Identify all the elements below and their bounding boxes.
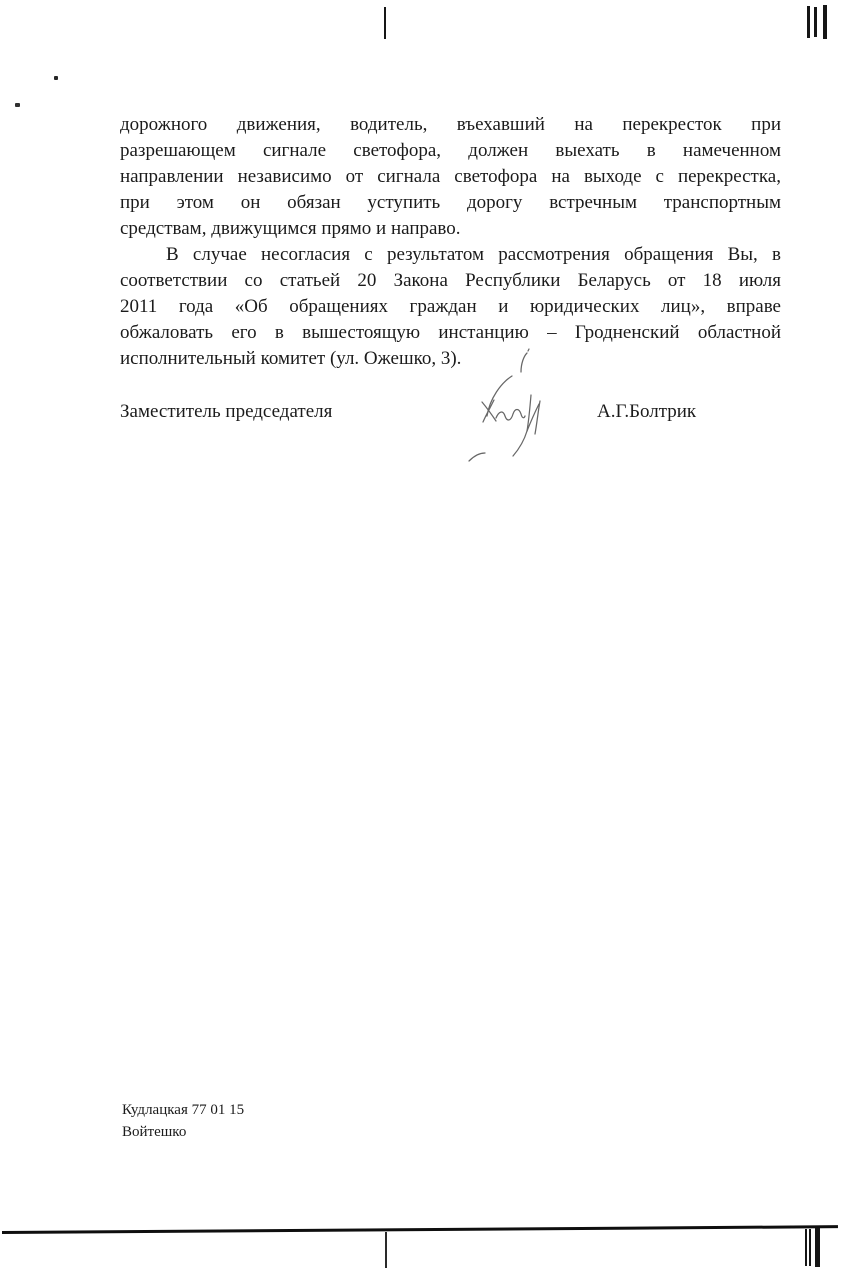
body-text-line: направлении независимо от сигнала светофора на выходе с перекрестка, bbox=[120, 166, 781, 187]
body-text-line: средствам, движущимся прямо и направо. bbox=[120, 218, 461, 239]
signature-signer-name: А.Г.Болтрик bbox=[597, 401, 697, 422]
signature-position-title: Заместитель председателя bbox=[120, 401, 333, 422]
body-text-line: разрешающем сигнале светофора, должен выехать в намеченном bbox=[120, 140, 781, 161]
scan-artifact-bottom-right-bar bbox=[809, 1229, 811, 1266]
scan-artifact-bottom-right-bar bbox=[805, 1229, 807, 1266]
executor-reference: Кудлацкая 77 01 15 bbox=[122, 1102, 245, 1118]
scan-artifact-top-center-tick bbox=[384, 7, 386, 39]
body-text-line: дорожного движения, водитель, въехавший на перекресток при bbox=[120, 114, 781, 135]
scan-artifact-bottom-center-tick bbox=[385, 1232, 387, 1268]
body-text-line: при этом он обязан уступить дорогу встречным транспортным bbox=[120, 192, 781, 213]
scan-artifact-bottom-right-bar bbox=[815, 1228, 820, 1267]
scan-artifact-top-right-bar bbox=[823, 5, 827, 39]
scan-artifact-top-right-bar bbox=[814, 7, 817, 37]
body-text bbox=[120, 112, 781, 372]
body-text-line: соответствии со статьей 20 Закона Республики Беларусь от 18 июля bbox=[120, 270, 781, 291]
body-text-line: 2011 года «Об обращениях граждан и юридических лиц», вправе bbox=[120, 296, 781, 317]
scan-artifact-speckle bbox=[54, 76, 58, 80]
scan-artifact-bottom-line bbox=[2, 1225, 838, 1234]
body-text-line: обжаловать его в вышестоящую инстанцию – Гродненский областной bbox=[120, 322, 781, 343]
body-text-line: В случае несогласия с результатом рассмотрения обращения Вы, в bbox=[166, 244, 781, 265]
executor-name: Войтешко bbox=[122, 1124, 187, 1140]
executor-block bbox=[122, 1099, 244, 1143]
signature-block bbox=[120, 399, 781, 429]
body-text-line: исполнительный комитет (ул. Ожешко, 3). bbox=[120, 348, 462, 369]
scan-artifact-speckle bbox=[15, 103, 20, 107]
scan-artifact-top-right-bar bbox=[807, 6, 810, 38]
